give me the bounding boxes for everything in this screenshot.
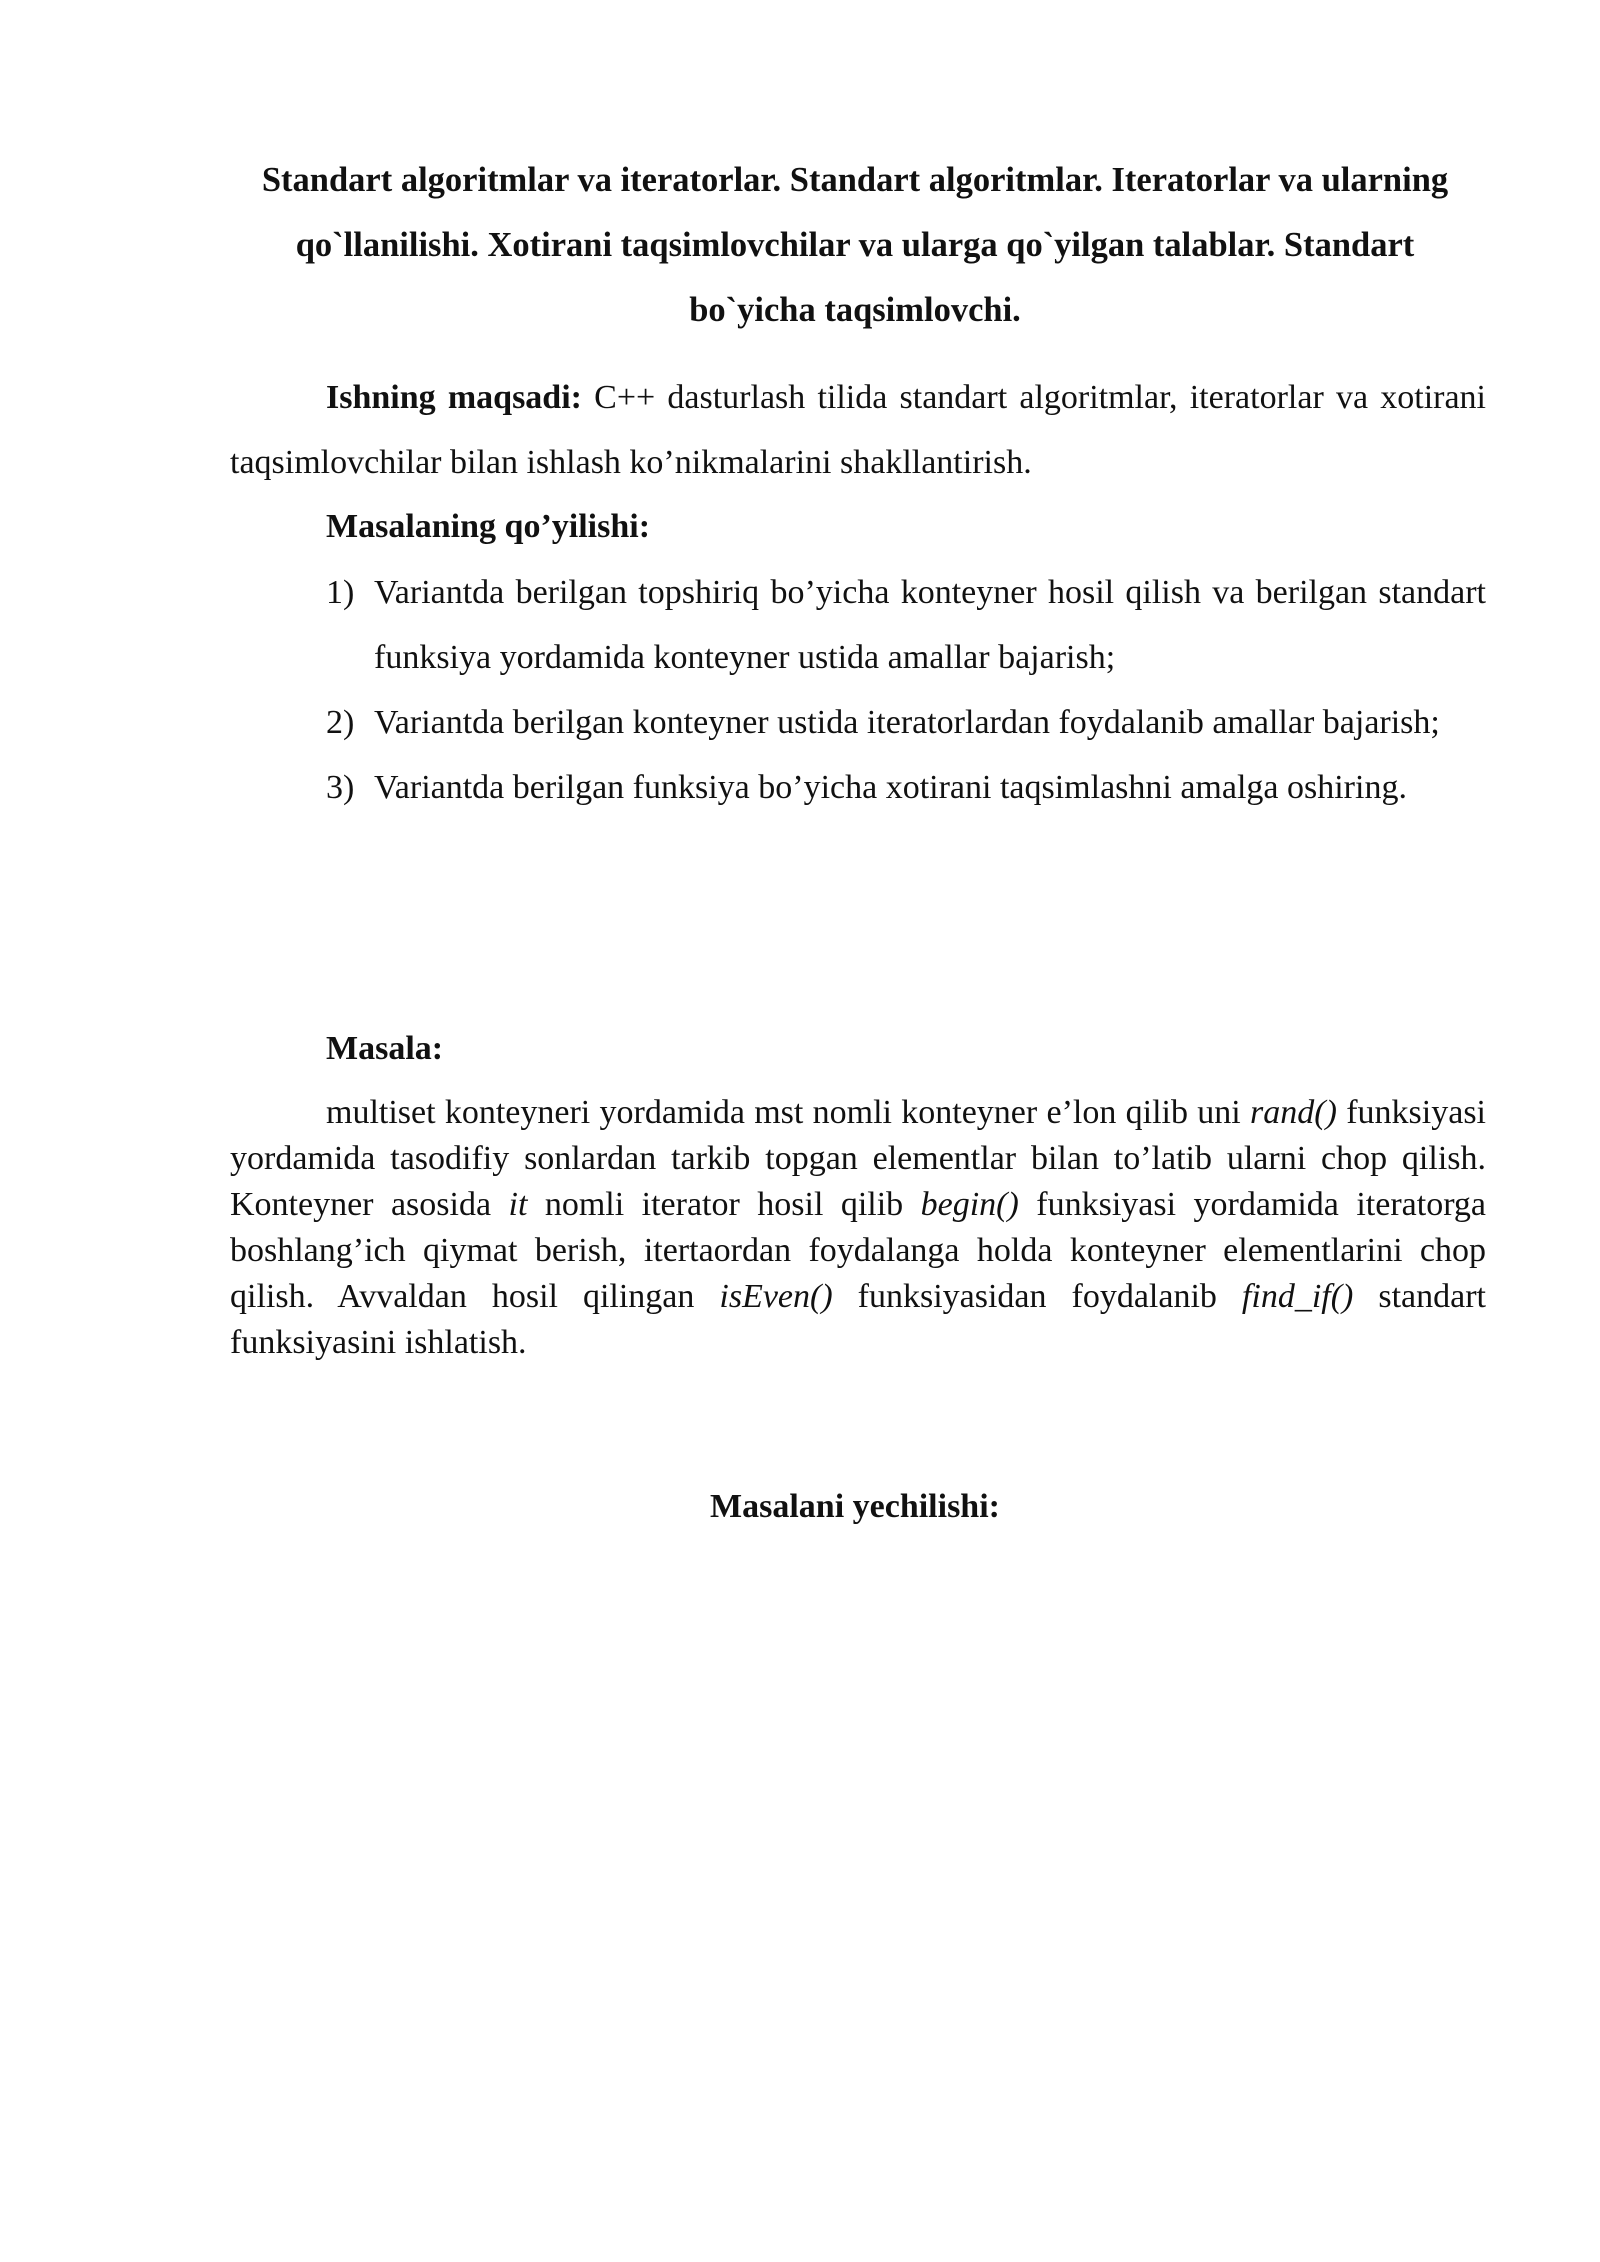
task-text: nomli iterator hosil qilib bbox=[527, 1186, 921, 1223]
statement-heading: Masalaning qo’yilishi: bbox=[326, 508, 651, 545]
purpose-text: C++ dasturlash tilida standart algoritmlar, iteratorlar va xotirani taqsimlovchilar bilan ishlash ko’nikmalarini shakllantirish. bbox=[230, 379, 1486, 481]
steps-list bbox=[326, 560, 1486, 820]
task-text: multiset konteyneri yordamida mst nomli konteyner e’lon qilib uni bbox=[326, 1094, 1251, 1131]
task-code-term: begin() bbox=[920, 1186, 1019, 1223]
step-text: Variantda berilgan topshiriq bo’yicha konteyner hosil qilish va berilgan standart funksiya yordamida konteyner ustida amallar bajarish; bbox=[374, 574, 1486, 676]
step-number: 3) bbox=[326, 769, 355, 806]
task-text: funksiyasidan foydalanib bbox=[832, 1278, 1242, 1315]
task-paragraph bbox=[230, 1090, 1486, 1366]
task-code-term: isEven() bbox=[719, 1278, 833, 1315]
step-number: 1) bbox=[326, 574, 355, 611]
task-heading: Masala: bbox=[326, 1030, 444, 1067]
list-item bbox=[326, 690, 1486, 755]
step-text: Variantda berilgan funksiya bo’yicha xotirani taqsimlashni amalga oshiring. bbox=[374, 769, 1407, 806]
step-number: 2) bbox=[326, 704, 355, 741]
task-text: funksiyasi yordamida iteratorga boshlang’ich qiymat berish, itertaordan foydalanga holda konteyner elementlarini chop qilish. Avvaldan hosil qilingan bbox=[230, 1186, 1486, 1315]
task-text: standart funksiyasini ishlatish. bbox=[230, 1278, 1486, 1361]
task-text: funksiyasi yordamida tasodifiy sonlardan tarkib topgan elementlar bilan to’latib ularni chop qilish. Konteyner asosida bbox=[230, 1094, 1486, 1223]
task-code-term: find_if() bbox=[1241, 1278, 1354, 1315]
purpose-label: Ishning maqsadi: bbox=[326, 379, 582, 416]
list-item bbox=[326, 755, 1486, 820]
task-code-term: rand() bbox=[1250, 1094, 1337, 1131]
purpose-paragraph bbox=[230, 365, 1486, 495]
document-title: Standart algoritmlar va iteratorlar. Standart algoritmlar. Iteratorlar va ularning qo`llanilishi. Xotirani taqsimlovchilar va ularga qo`yilgan talablar. Standart bo`yicha taqsimlovchi. bbox=[261, 161, 1449, 329]
solution-heading: Masalani yechilishi: bbox=[710, 1488, 1000, 1525]
task-code-term: it bbox=[508, 1186, 528, 1223]
step-text: Variantda berilgan konteyner ustida iteratorlardan foydalanib amallar bajarish; bbox=[374, 704, 1440, 741]
list-item bbox=[326, 560, 1486, 690]
